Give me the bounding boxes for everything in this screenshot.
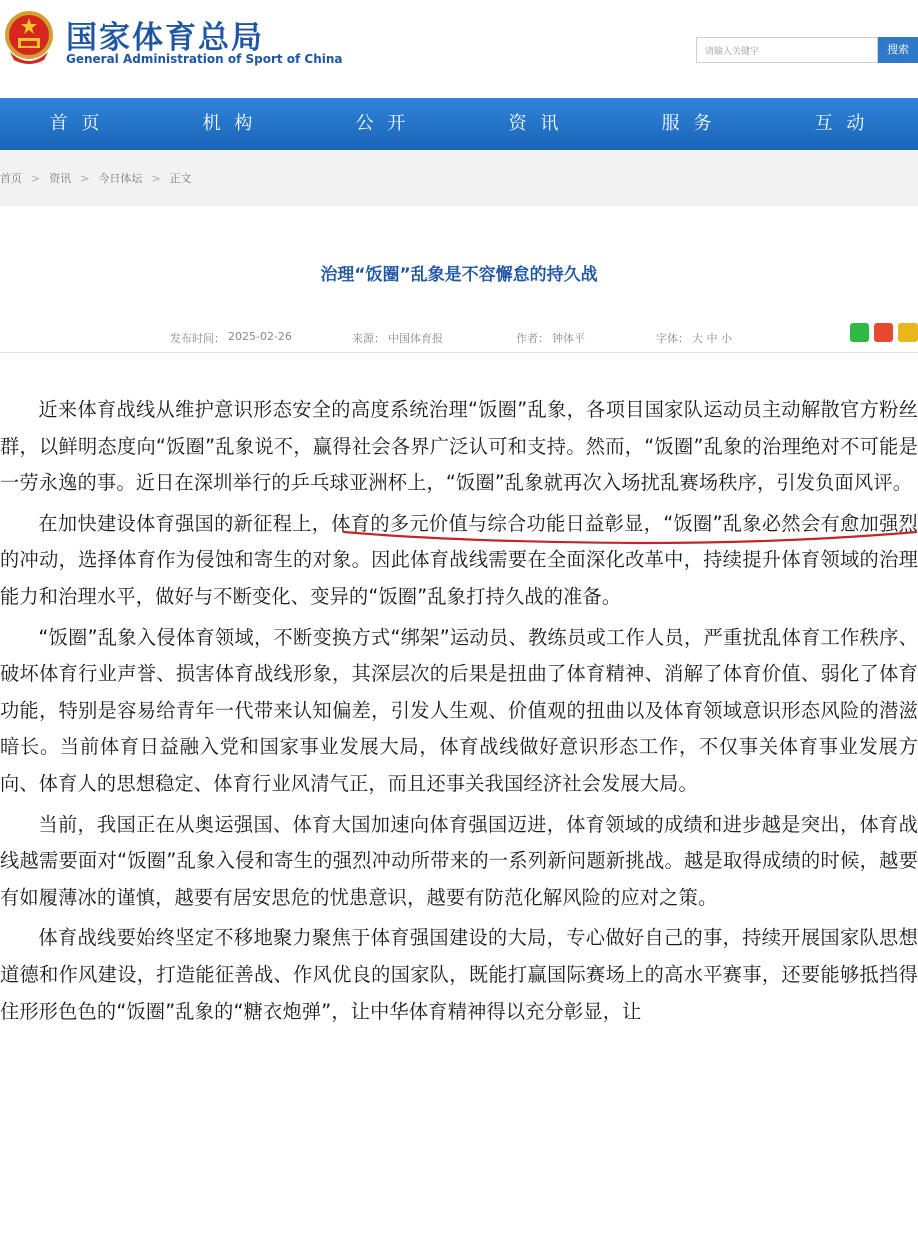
nav-item-news[interactable]: 资 讯: [508, 113, 563, 134]
breadcrumb-item-home[interactable]: 首页: [0, 172, 22, 185]
breadcrumb-item-news[interactable]: 资讯: [49, 172, 72, 185]
nav-item-public[interactable]: 公 开: [355, 113, 410, 134]
font-size-options[interactable]: 大 中 小: [692, 332, 732, 345]
article-paragraph: 当前，我国正在从奥运强国、体育大国加速向体育强国迈进，体育领域的成绩和进步越是突出，体育战线越需要面对“饭圈”乱象入侵和寄生的强烈冲动所带来的一系列新问题新挑战。越是取得成绩的时候，越要有如履薄冰的谨慎，越要有居安思危的忧患意识，越要有防范化解风险的应对之策。: [0, 812, 918, 909]
breadcrumb-separator: >: [80, 172, 90, 185]
nav-item-organization[interactable]: 机 构: [202, 113, 257, 134]
nav-item-interaction[interactable]: 互 动: [814, 113, 869, 134]
breadcrumb: [0, 150, 918, 206]
article-meta: [0, 320, 918, 350]
breadcrumb-separator: >: [151, 172, 161, 185]
article-paragraph: “饭圈”乱象入侵体育领域，不断变换方式“绑架”运动员、教练员或工作人员，严重扰乱体育工作秩序、破坏体育行业声誉、损害体育战线形象，其深层次的后果是扭曲了体育精神、消解了体育价值、弱化了体育功能，特别是容易给青年一代带来认知偏差，引发人生观、价值观的扭曲以及体育领域意识形态风险的潜滋暗长。当前体育日益融入党和国家事业发展大局，体育战线做好意识形态工作，不仅事关体育事业发展方向、体育人的思想稳定、体育行业风清气正，而且还事关我国经济社会发展大局。: [0, 625, 918, 795]
site-title[interactable]: 国家体育总局: [66, 20, 264, 56]
search-button[interactable]: 搜索: [878, 37, 918, 63]
nav-item-home[interactable]: 首 页: [49, 113, 104, 134]
site-header: [0, 0, 918, 98]
source-label: 来源：: [352, 332, 385, 345]
author-label: 作者：: [516, 332, 549, 345]
meta-divider: [0, 352, 918, 353]
article-paragraph: 体育战线要始终坚定不移地聚力聚焦于体育强国建设的大局，专心做好自己的事，持续开展国家队思想道德和作风建设，打造能征善战、作风优良的国家队，既能打赢国际赛场上的高水平赛事，还要能够抵挡得住形形色色的“饭圈”乱象的“糖衣炮弹”，让中华体育精神得以充分彰显，让: [0, 926, 918, 1023]
article-body: [0, 392, 918, 1034]
article-paragraph: 近来体育战线从维护意识形态安全的高度系统治理“饭圈”乱象，各项目国家队运动员主动解散官方粉丝群，以鲜明态度向“饭圈”乱象说不，赢得社会各界广泛认可和支持。然而，“饭圈”乱象的治理绝对不可能是一劳永逸的事。近日在深圳举行的乒乓球亚洲杯上，“饭圈”乱象就再次入场扰乱赛场秩序，引发负面风评。: [0, 398, 918, 495]
weibo-share-icon[interactable]: [874, 323, 893, 342]
nav-item-services[interactable]: 服 务: [661, 113, 716, 134]
source-value: 中国体育报: [388, 332, 443, 345]
qzone-share-icon[interactable]: [898, 323, 918, 342]
article-title: 治理“饭圈”乱象是不容懈怠的持久战: [320, 265, 598, 285]
wechat-share-icon[interactable]: [850, 323, 869, 342]
search-input[interactable]: 请输入关键字: [696, 37, 878, 63]
breadcrumb-separator: >: [31, 172, 41, 185]
publish-date: 2025-02-26: [228, 330, 292, 343]
font-size-label: 字体：: [656, 332, 689, 345]
breadcrumb-item-article: 正文: [169, 172, 192, 185]
author-value: 钟体平: [552, 332, 585, 345]
national-emblem-icon[interactable]: [4, 8, 54, 66]
article-paragraph: 在加快建设体育强国的新征程上，体育的多元价值与综合功能日益彰显，“饭圈”乱象必然会有愈加强烈的冲动，选择体育作为侵蚀和寄生的对象。因此体育战线需要在全面深化改革中，持续提升体育领域的治理能力和治理水平，做好与不断变化、变异的“饭圈”乱象打持久战的准备。: [0, 511, 918, 608]
main-nav: [0, 98, 918, 150]
breadcrumb-item-today-sports[interactable]: 今日体坛: [98, 172, 143, 185]
site-title-english: General Administration of Sport of China: [66, 52, 343, 66]
publish-label: 发布时间：: [170, 332, 225, 345]
